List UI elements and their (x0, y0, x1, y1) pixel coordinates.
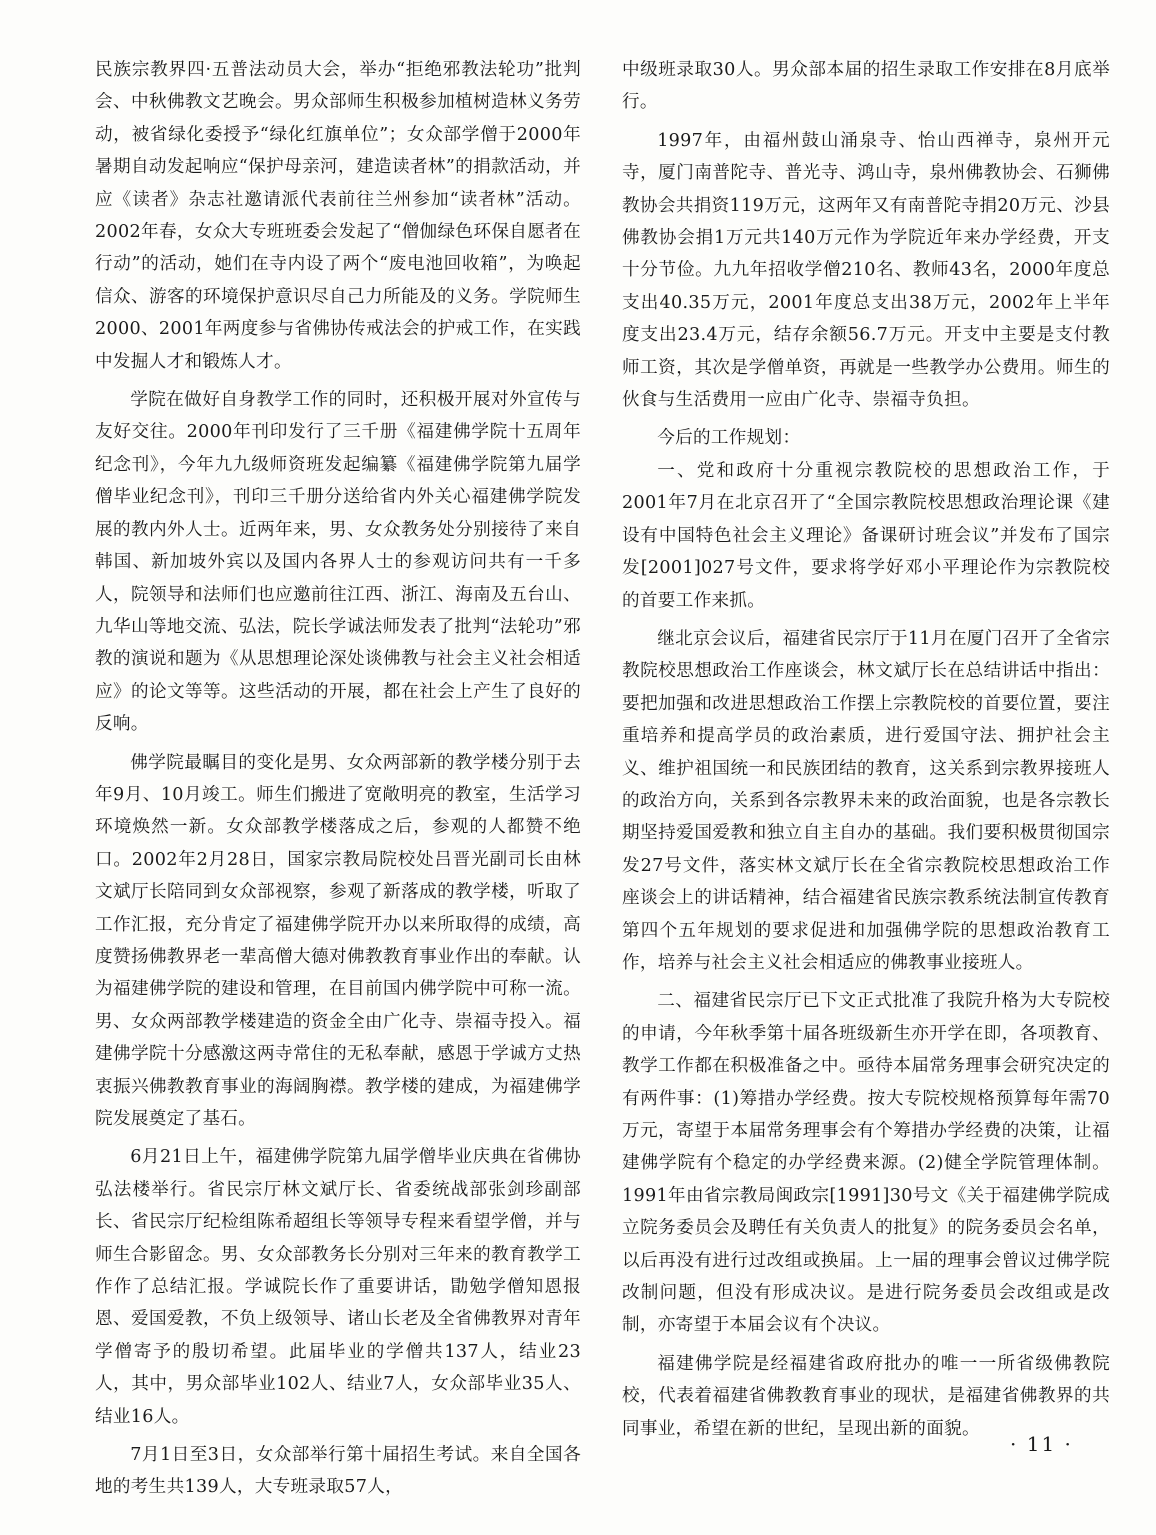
paragraph: 民族宗教界四·五普法动员大会，举办“拒绝邪教法轮功”批判会、中秋佛教文艺晚会。男众部师生积极参加植树造林义务劳动，被省绿化委授予“绿化红旗单位”；女众部学僧于2000年暑期自动发起响应“保护母亲河，建造读者林”的捐款活动，并应《读者》杂志社邀请派代表前往兰州参加“读者林”活动。2002年春，女众大专班班委会发起了“僧伽绿色环保自愿者在行动”的活动，她们在寺内设了两个“废电池回收箱”，为唤起信众、游客的环境保护意识尽自己力所能及的义务。学院师生2000、2001年两度参与省佛协传戒法会的护戒工作，在实践中发掘人才和锻炼人才。 (95, 60, 581, 372)
paragraph: 学院在做好自身教学工作的同时，还积极开展对外宣传与友好交往。2000年刊印发行了三千册《福建佛学院十五周年纪念刊》，今年九九级师资班发起编纂《福建佛学院第九届学僧毕业纪念刊》，刊印三千册分送给省内外关心福建佛学院发展的教内外人士。近两年来，男、女众教务处分别接待了来自韩国、新加坡外宾以及国内各界人士的参观访问共有一千多人，院领导和法师们也应邀前往江西、浙江、海南及五台山、九华山等地交流、弘法，院长学诚法师发表了批判“法轮功”邪教的演说和题为《从思想理论深处谈佛教与社会主义社会相适应》的论文等等。这些活动的开展，都在社会上产生了良好的反响。 (95, 390, 581, 735)
paragraph: 继北京会议后，福建省民宗厅于11月在厦门召开了全省宗教院校思想政治工作座谈会，林文斌厅长在总结讲话中指出：要把加强和改进思想政治工作摆上宗教院校的首要位置，要注重培养和提高学员的政治素质，进行爱国守法、拥护社会主义、维护祖国统一和民族团结的教育，这关系到宗教界接班人的政治方向，关系到各宗教界未来的政治面貌，也是各宗教长期坚持爱国爱教和独立自主自办的基础。我们要积极贯彻国宗发27号文件，落实林文斌厅长在全省宗教院校思想政治工作座谈会上的讲话精神，结合福建省民族宗教系统法制宣传教育第四个五年规划的要求促进和加强佛学院的思想政治教育工作，培养与社会主义社会相适应的佛教事业接班人。 (622, 628, 1110, 973)
paragraph: 1997年，由福州鼓山涌泉寺、怡山西禅寺，泉州开元寺，厦门南普陀寺、普光寺、鸿山寺，泉州佛教协会、石狮佛教协会共捐资119万元，这两年又有南普陀寺捐20万元、沙县佛教协会捐1万元共140万元作为学院近年来办学经费，开支十分节俭。九九年招收学僧210名、教师43名，2000年度总支出40.35万元，2001年度总支出38万元，2002年上半年度支出23.4万元，结存余额56.7万元。开支中主要是支付教师工资，其次是学僧单资，再就是一些教学办公费用。师生的伙食与生活费用一应由广化寺、崇福寺负担。 (622, 130, 1110, 411)
paragraph: 6月21日上午，福建佛学院第九届学僧毕业庆典在省佛协弘法楼举行。省民宗厅林文斌厅长、省委统战部张剑珍副部长、省民宗厅纪检组陈希超组长等领导专程来看望学僧，并与师生合影留念。男、女众部教务长分别对三年来的教育教学工作作了总结汇报。学诚院长作了重要讲话，勖勉学僧知恩报恩、爱国爱教，不负上级领导、诸山长老及全省佛教界对青年学僧寄予的殷切希望。此届毕业的学僧共137人，结业23人，其中，男众部毕业102人、结业7人，女众部毕业35人、结业16人。 (95, 1147, 581, 1427)
section-heading: 今后的工作规划： (657, 428, 801, 449)
paragraph: 中级班录取30人。男众部本届的招生录取工作安排在8月底举行。 (622, 60, 1110, 113)
paragraph: 二、福建省民宗厅已下文正式批准了我院升格为大专院校的申请，今年秋季第十届各班级新生亦开学在即，各项教育、教学工作都在积极准备之中。亟待本届常务理事会研究决定的有两件事：(1)筹措办学经费。按大专院校规格预算每年需70万元，寄望于本届常务理事会有个筹措办学经费的决策，让福建佛学院有个稳定的办学经费来源。(2)健全学院管理体制。1991年由省宗教局闽政宗[1991]30号文《关于福建佛学院成立院务委员会及聘任有关负责人的批复》的院务委员会名单，以后再没有进行过改组或换届。上一届的理事会曾议过佛学院改制问题，但没有形成决议。是进行院务委员会改组或是改制，亦寄望于本届会议有个决议。 (622, 991, 1110, 1336)
paragraph: 一、党和政府十分重视宗教院校的思想政治工作，于2001年7月在北京召开了“全国宗教院校思想政治理论课《建设有中国特色社会主义理论》备课研讨班会议”并发布了国宗发[2001]027号文件，要求将学好邓小平理论作为宗教院校的首要工作来抓。 (622, 460, 1110, 611)
paragraph: 佛学院最瞩目的变化是男、女众两部新的教学楼分别于去年9月、10月竣工。师生们搬进了宽敞明亮的教室，生活学习环境焕然一新。女众部教学楼落成之后，参观的人都赞不绝口。2002年2月28日，国家宗教局院校处吕晋光副司长由林文斌厅长陪同到女众部视察，参观了新落成的教学楼，听取了工作汇报，充分肯定了福建佛学院开办以来所取得的成绩，高度赞扬佛教界老一辈高僧大德对佛教教育事业作出的奉献。认为福建佛学院的建设和管理，在目前国内佛学院中可称一流。男、女众两部教学楼建造的资金全由广化寺、崇福寺投入。福建佛学院十分感激这两寺常住的无私奉献，感恩于学诚方丈热衷振兴佛教教育事业的海阔胸襟。教学楼的建成，为福建佛学院发展奠定了基石。 (95, 752, 581, 1129)
left-column (95, 54, 581, 1504)
paragraph: 7月1日至3日，女众部举行第十届招生考试。来自全国各地的考生共139人，大专班录取57人， (95, 1445, 581, 1498)
right-column (622, 54, 1110, 1445)
page-number: · 11 · (1010, 1432, 1073, 1456)
paragraph: 福建佛学院是经福建省政府批办的唯一一所省级佛教院校，代表着福建省佛教教育事业的现状，是福建省佛教界的共同事业，希望在新的世纪，呈现出新的面貌。 (622, 1353, 1110, 1439)
